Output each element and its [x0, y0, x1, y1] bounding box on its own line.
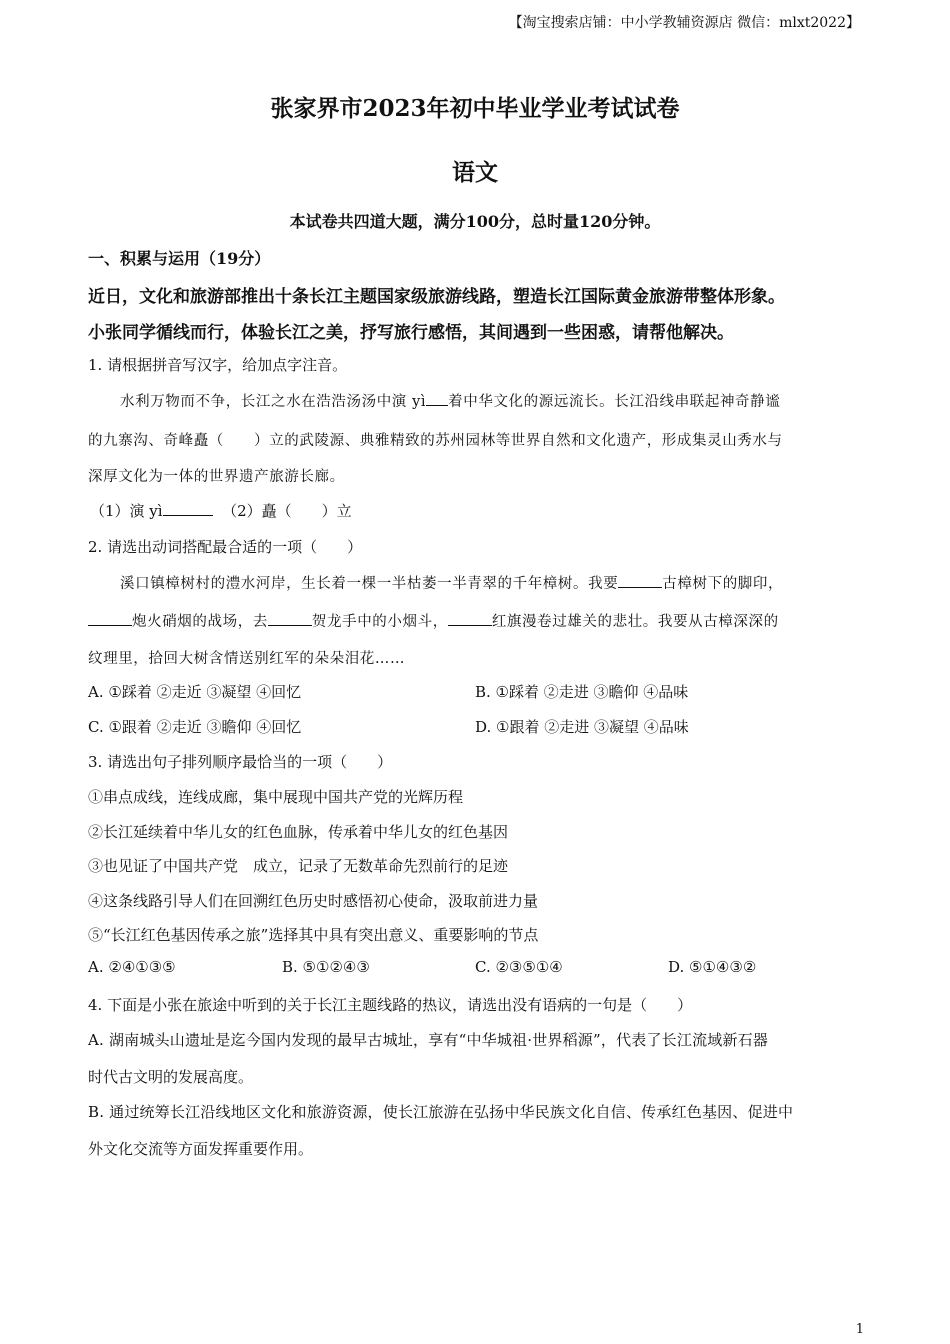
q3-option-b[interactable]: B. ⑤①②④③ — [282, 958, 370, 976]
q2-passage-text: 古樟树下的脚印， — [662, 576, 784, 592]
q1-answer-2: （2）矗（ ）立 — [222, 502, 352, 520]
q2-blank-1 — [618, 573, 662, 588]
q1-blank — [426, 391, 448, 406]
q3-stem: 3. 请选出句子排列顺序最恰当的一项（ ） — [88, 753, 393, 771]
q1-passage-line3: 深厚文化为一体的世界遗产旅游长廊。 — [88, 469, 345, 485]
q4-stem: 4. 下面是小张在旅途中听到的关于长江主题线路的热议，请选出没有语病的一句是（ ） — [88, 996, 693, 1014]
section-intro-line1: 近日，文化和旅游部推出十条长江主题国家级旅游线路，塑造长江国际黄金旅游带整体形象。 — [88, 287, 785, 307]
q1-passage-text: 水利万物而不争，长江之水在浩浩汤汤中演 yì — [120, 394, 427, 410]
q4-option-b-line2: 外文化交流等方面发挥重要作用。 — [88, 1140, 314, 1158]
q3-sentence-4: ④这条线路引导人们在回溯红色历史时感悟初心使命，汲取前进力量 — [88, 892, 539, 910]
q1-answer-1: （1）演 yì — [90, 502, 163, 520]
exam-title: 张家界市2023年初中毕业学业考试试卷 — [270, 95, 680, 122]
q1-answers — [90, 500, 352, 521]
q1-passage-line1 — [120, 390, 780, 411]
q1-passage-line2: 的九寨沟、奇峰矗（ ）立的武陵源、典雅精致的苏州园林等世界自然和文化遗产，形成集灵山秀水与 — [88, 433, 783, 449]
exam-info: 本试卷共四道大题，满分100分，总时量120分钟。 — [289, 212, 661, 231]
section-intro-line2: 小张同学循线而行，体验长江之美，抒写旅行感悟，其间遇到一些困惑，请帮他解决。 — [88, 323, 734, 343]
q2-passage-line1 — [120, 572, 783, 593]
q4-option-a-line1[interactable]: A. 湖南城头山遗址是迄今国内发现的最早古城址，享有“中华城祖·世界稻源”，代表了长江流域新石器 — [88, 1031, 769, 1049]
q2-blank-2 — [88, 611, 132, 626]
q2-stem: 2. 请选出动词搭配最合适的一项（ ） — [88, 538, 363, 556]
q3-sentence-3: ③也见证了中国共产党 成立，记录了无数革命先烈前行的足迹 — [88, 857, 509, 875]
q2-passage-line3: 纹理里，拾回大树含情送别红军的朵朵泪花…… — [88, 651, 406, 667]
q2-option-a[interactable]: A. ①踩着 ②走近 ③凝望 ④回忆 — [88, 683, 302, 701]
q1-answer-1-blank[interactable] — [163, 501, 213, 516]
q2-option-b[interactable]: B. ①踩着 ②走进 ③瞻仰 ④品味 — [475, 683, 689, 701]
q4-option-b-line1[interactable]: B. 通过统筹长江沿线地区文化和旅游资源，使长江旅游在弘扬中华民族文化自信、传承红色基因、促进中 — [88, 1103, 794, 1121]
q2-blank-4 — [448, 611, 492, 626]
q3-option-a[interactable]: A. ②④①③⑤ — [88, 958, 176, 976]
q2-passage-line2 — [88, 610, 779, 631]
q4-option-a-line2: 时代古文明的发展高度。 — [88, 1068, 254, 1086]
q2-passage-text: 贺龙手中的小烟斗， — [311, 614, 448, 630]
subject-title: 语文 — [452, 159, 498, 186]
q2-blank-3 — [268, 611, 312, 626]
q2-passage-text: 炮火硝烟的战场，去 — [132, 614, 268, 630]
header-note: 【淘宝搜索店铺：中小学教辅资源店 微信：mlxt2022】 — [508, 15, 860, 31]
q1-passage-text: 着中华文化的源远流长。长江沿线串联起神奇静谧 — [448, 394, 781, 410]
q3-sentence-2: ②长江延续着中华儿女的红色血脉，传承着中华儿女的红色基因 — [88, 823, 509, 841]
page-number: 1 — [855, 1322, 864, 1337]
q3-sentence-1: ①串点成线，连线成廊，集中展现中国共产党的光辉历程 — [88, 788, 464, 806]
q2-option-d[interactable]: D. ①跟着 ②走进 ③凝望 ④品味 — [475, 718, 689, 736]
q2-passage-text: 溪口镇樟树村的澧水河岸，生长着一棵一半枯萎一半青翠的千年樟树。我要 — [120, 576, 619, 592]
q2-passage-text: 红旗漫卷过雄关的悲壮。我要从古樟深深的 — [491, 614, 779, 630]
q3-option-d[interactable]: D. ⑤①④③② — [668, 958, 757, 976]
q2-option-c[interactable]: C. ①跟着 ②走近 ③瞻仰 ④回忆 — [88, 718, 302, 736]
section-heading: 一、积累与运用（19分） — [88, 249, 271, 268]
q1-stem: 1. 请根据拼音写汉字，给加点字注音。 — [88, 356, 348, 374]
q3-option-c[interactable]: C. ②③⑤①④ — [475, 958, 563, 976]
q3-sentence-5: ⑤“长江红色基因传承之旅”选择其中具有突出意义、重要影响的节点 — [88, 926, 539, 944]
